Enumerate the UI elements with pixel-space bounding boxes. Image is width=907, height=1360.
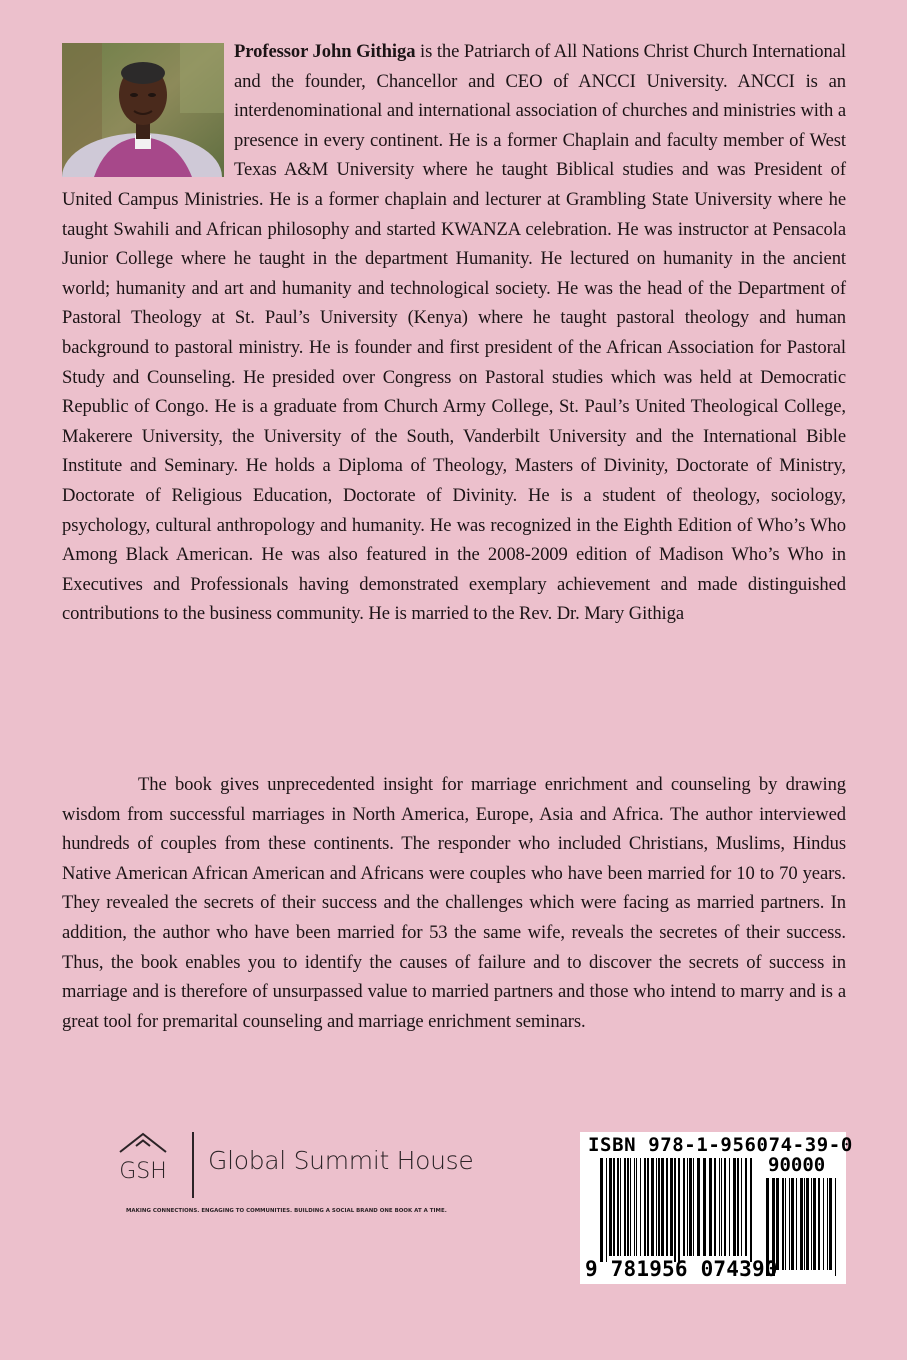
barcode-bar: [827, 1178, 828, 1270]
ean-digits: 9 781956 074390: [585, 1257, 778, 1281]
isbn-barcode: [580, 1132, 853, 1284]
barcode-bar: [804, 1178, 805, 1270]
barcode-bar: [709, 1158, 712, 1256]
barcode-bar: [651, 1158, 654, 1256]
barcode-bar: [800, 1178, 803, 1270]
barcode-bar: [693, 1158, 694, 1256]
barcode-bar: [782, 1178, 784, 1270]
barcode-bar: [606, 1158, 607, 1262]
barcode-bar: [678, 1158, 680, 1262]
barcode-bar: [697, 1158, 700, 1256]
barcode-bar: [670, 1158, 673, 1256]
barcode-bar: [724, 1158, 726, 1256]
barcode-bar: [719, 1158, 720, 1256]
author-portrait-image: [62, 43, 224, 177]
author-photo: [62, 43, 224, 177]
logo-divider: [192, 1132, 194, 1198]
barcode-bar: [627, 1158, 629, 1256]
barcode-bar: [791, 1178, 794, 1270]
barcode-bar: [689, 1158, 692, 1256]
barcode-bar: [624, 1158, 626, 1256]
publisher-tagline: MAKING CONNECTIONS. ENGAGING TO COMMUNITIES. BUILDING A SOCIAL BRAND ONE BOOK AT A TIME.: [126, 1208, 447, 1214]
author-bio-text: is the Patriarch of All Nations Christ Church International and the founder, Chancellor and CEO of ANCCI University. ANCCI is an interdenominational and international association of churches and ministries with a presence in every continent. He is a former Chaplain and faculty member of West Texas A&M University where he taught Biblical studies and was President of United Campus Ministries. He is a former chaplain and lecturer at Grambling State University where he taught Swahili and African philosophy and started KWANZA celebration. He was instructor at Pensacola Junior College where he taught in the department Humanity. He lectured on humanity in the ancient world; humanity and art and humanity and technological society. He was the head of the Department of Pastoral Theology at St. Paul’s University (Kenya) where he taught pastoral theology and human background to pastoral ministry. He is founder and first president of the African Association for Pastoral Study and Counseling. He presided over Congress on Pastoral studies which was held at Democratic Republic of Congo. He is a graduate from Church Army College, St. Paul’s United Theological College, Makerere University, the University of the South, Vanderbilt University and the International Bible Institute and Seminary. He holds a Diploma of Theology, Masters of Divinity, Doctorate of Ministry, Doctorate of Religious Education, Doctorate of Divinity. He is a student of theology, sociology, psychology, cultural anthropology and humanity. He was recognized in the Eighth Edition of Who’s Who Among Black American. He was also featured in the 2008-2009 edition of Madison Who’s Who in Executives and Professionals having demonstrated exemplary achievement and made distinguished contributions to the business community. He is married to the Rev. Dr. Mary Githiga: [62, 41, 846, 625]
author-name: Professor John Githiga: [234, 41, 416, 62]
barcode-bar: [835, 1178, 836, 1276]
price-code: 90000: [768, 1154, 826, 1176]
barcode-bar: [829, 1178, 832, 1270]
publisher-logo: [110, 1128, 474, 1228]
barcode-bar: [613, 1158, 615, 1256]
barcode-bar: [789, 1178, 790, 1270]
barcode-bar: [721, 1158, 722, 1256]
gsh-house-icon: [110, 1128, 176, 1188]
barcode-bar: [813, 1178, 816, 1270]
gsh-letters: GSH: [119, 1159, 167, 1184]
barcode-bar: [741, 1158, 742, 1256]
author-bio: [62, 37, 846, 629]
barcode-bar: [818, 1178, 820, 1270]
barcode-bar: [666, 1158, 668, 1256]
barcode-bar: [785, 1178, 786, 1270]
barcode-bar: [600, 1158, 603, 1262]
barcode-bar: [687, 1158, 688, 1256]
barcode-bar: [806, 1178, 809, 1270]
barcode-bar: [636, 1158, 637, 1256]
barcode-bar: [661, 1158, 664, 1256]
barcode-bar: [617, 1158, 619, 1256]
barcode-bar: [656, 1158, 657, 1256]
barcode-bar: [620, 1158, 621, 1256]
barcode-bar: [745, 1158, 747, 1256]
barcode-bar: [647, 1158, 649, 1256]
barcode-bar: [640, 1158, 641, 1256]
barcode-bar: [750, 1158, 752, 1262]
barcode-bar: [674, 1158, 676, 1262]
barcode-bar: [796, 1178, 797, 1270]
barcode-bar: [658, 1158, 660, 1256]
barcode-bar: [823, 1178, 824, 1270]
publisher-name: Global Summit House: [208, 1146, 474, 1175]
isbn-label: ISBN 978-1-956074-39-0: [588, 1134, 853, 1156]
book-synopsis: The book gives unprecedented insight for marriage enrichment and counseling by drawing wisdom from successful marriages in North America, Europe, Asia and Africa. The author interviewed hundreds of couples from these continents. The responder who included Christians, Muslims, Hindus Native American African American and Africans were couples who have been married for 10 to 70 years. They revealed the secrets of their success and the challenges which were facing as married partners. In addition, the author who have been married for 53 the same wife, reveals the secretes of their success. Thus, the book enables you to identify the causes of failure and to discover the secrets of success in marriage and is therefore of unsurpassed value to married partners and those who intend to marry and is a great tool for premarital counseling and marriage enrichment seminars.: [62, 774, 846, 1032]
barcode-bar: [644, 1158, 646, 1256]
barcode-bar: [729, 1158, 730, 1256]
barcode-bar: [714, 1158, 716, 1256]
barcode-bar: [609, 1158, 612, 1256]
barcode-bar: [733, 1158, 736, 1256]
barcode-bar: [630, 1158, 631, 1256]
barcode-bar: [811, 1178, 812, 1270]
barcode-bar: [737, 1158, 739, 1256]
barcode-bar: [683, 1158, 685, 1256]
barcode-bar: [634, 1158, 635, 1256]
barcode-bar: [703, 1158, 706, 1256]
